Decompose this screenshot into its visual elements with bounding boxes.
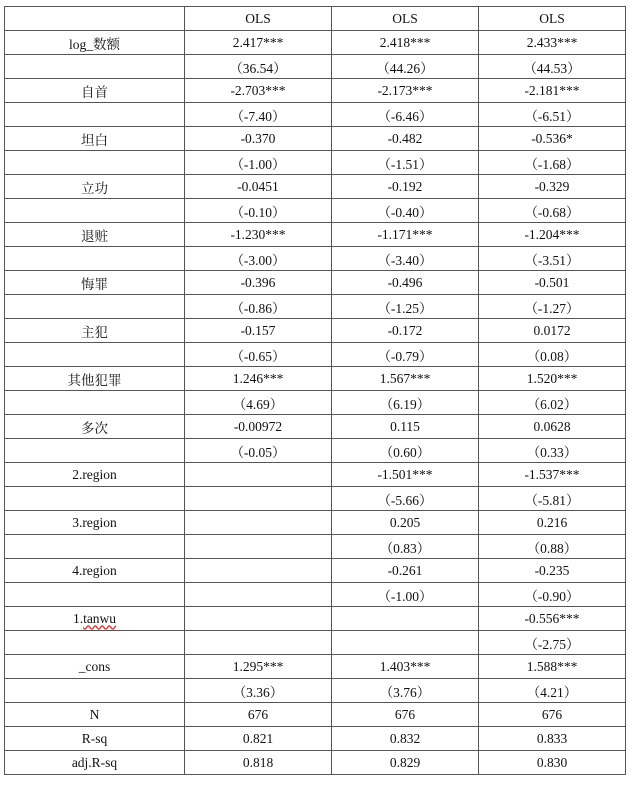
coefficient-cell: 0.0172: [479, 319, 626, 343]
header-cell: OLS: [185, 7, 332, 31]
coefficient-cell: （44.26）: [332, 55, 479, 79]
coefficient-cell: （0.83）: [332, 535, 479, 559]
table-row: [5, 415, 626, 439]
coefficient-cell: 0.205: [332, 511, 479, 535]
regression-table: [4, 6, 626, 775]
coefficient-cell: （-3.00）: [185, 247, 332, 271]
coefficient-cell: -0.192: [332, 175, 479, 199]
variable-name-cell: 退赃: [5, 223, 185, 247]
variable-name-cell: [5, 679, 185, 703]
coefficient-cell: （4.21）: [479, 679, 626, 703]
variable-name-cell: [5, 439, 185, 463]
variable-name-cell: log_数额: [5, 31, 185, 55]
coefficient-cell: [185, 559, 332, 583]
coefficient-cell: （-0.10）: [185, 199, 332, 223]
table-row: [5, 439, 626, 463]
variable-name-cell: 悔罪: [5, 271, 185, 295]
table-body: [5, 31, 626, 775]
coefficient-cell: （0.88）: [479, 535, 626, 559]
table-row: [5, 703, 626, 727]
coefficient-cell: （0.33）: [479, 439, 626, 463]
table-row: [5, 343, 626, 367]
coefficient-cell: -0.536*: [479, 127, 626, 151]
coefficient-cell: 0.216: [479, 511, 626, 535]
coefficient-cell: （-0.65）: [185, 343, 332, 367]
header-row: [5, 7, 626, 31]
coefficient-cell: （-1.00）: [185, 151, 332, 175]
variable-name-cell: 自首: [5, 79, 185, 103]
coefficient-cell: 0.829: [332, 751, 479, 775]
table-row: [5, 247, 626, 271]
variable-name-cell: 4.region: [5, 559, 185, 583]
coefficient-cell: （-1.25）: [332, 295, 479, 319]
coefficient-cell: （-0.86）: [185, 295, 332, 319]
variable-name-cell: [5, 199, 185, 223]
coefficient-cell: -0.172: [332, 319, 479, 343]
coefficient-cell: -0.157: [185, 319, 332, 343]
coefficient-cell: 1.567***: [332, 367, 479, 391]
table-row: [5, 727, 626, 751]
variable-name-cell: [5, 343, 185, 367]
coefficient-cell: （-5.81）: [479, 487, 626, 511]
coefficient-cell: （-2.75）: [479, 631, 626, 655]
coefficient-cell: 676: [479, 703, 626, 727]
variable-name-cell: 3.region: [5, 511, 185, 535]
coefficient-cell: （-6.46）: [332, 103, 479, 127]
variable-name-cell: [5, 487, 185, 511]
coefficient-cell: 1.588***: [479, 655, 626, 679]
variable-name-cell: _cons: [5, 655, 185, 679]
coefficient-cell: -0.235: [479, 559, 626, 583]
table-row: [5, 55, 626, 79]
coefficient-cell: -1.501***: [332, 463, 479, 487]
coefficient-cell: （0.08）: [479, 343, 626, 367]
coefficient-cell: （4.69）: [185, 391, 332, 415]
coefficient-cell: -0.482: [332, 127, 479, 151]
variable-name-cell: R-sq: [5, 727, 185, 751]
table-row: [5, 463, 626, 487]
coefficient-cell: [332, 631, 479, 655]
table-row: [5, 223, 626, 247]
coefficient-cell: [185, 535, 332, 559]
coefficient-cell: 0.818: [185, 751, 332, 775]
variable-name-cell: [5, 583, 185, 607]
table-row: [5, 79, 626, 103]
coefficient-cell: [185, 487, 332, 511]
coefficient-cell: （6.19）: [332, 391, 479, 415]
coefficient-cell: （-0.05）: [185, 439, 332, 463]
table-row: [5, 103, 626, 127]
coefficient-cell: [185, 631, 332, 655]
variable-name-cell: N: [5, 703, 185, 727]
spellcheck-underline: tanwu: [83, 610, 117, 626]
header-cell: OLS: [332, 7, 479, 31]
coefficient-cell: -0.556***: [479, 607, 626, 631]
coefficient-cell: （3.76）: [332, 679, 479, 703]
coefficient-cell: （-1.68）: [479, 151, 626, 175]
variable-name-cell: 坦白: [5, 127, 185, 151]
table-row: [5, 271, 626, 295]
coefficient-cell: （-0.68）: [479, 199, 626, 223]
variable-name-cell: [5, 103, 185, 127]
coefficient-cell: （-3.51）: [479, 247, 626, 271]
variable-name-cell: [5, 535, 185, 559]
variable-name-cell: [5, 55, 185, 79]
coefficient-cell: -2.173***: [332, 79, 479, 103]
table-row: [5, 199, 626, 223]
table-row: [5, 31, 626, 55]
table-row: [5, 631, 626, 655]
coefficient-cell: 0.833: [479, 727, 626, 751]
table-row: [5, 535, 626, 559]
coefficient-cell: -0.329: [479, 175, 626, 199]
coefficient-cell: 1.246***: [185, 367, 332, 391]
coefficient-cell: （-7.40）: [185, 103, 332, 127]
coefficient-cell: 2.417***: [185, 31, 332, 55]
variable-name-cell: 2.region: [5, 463, 185, 487]
coefficient-cell: [332, 607, 479, 631]
coefficient-cell: （-6.51）: [479, 103, 626, 127]
coefficient-cell: 2.418***: [332, 31, 479, 55]
coefficient-cell: （0.60）: [332, 439, 479, 463]
coefficient-cell: 2.433***: [479, 31, 626, 55]
coefficient-cell: 0.830: [479, 751, 626, 775]
coefficient-cell: [185, 583, 332, 607]
table-row: [5, 583, 626, 607]
table-row: [5, 319, 626, 343]
table-row: [5, 511, 626, 535]
variable-name-cell: 多次: [5, 415, 185, 439]
table-row: [5, 295, 626, 319]
table-row: [5, 679, 626, 703]
header-cell: OLS: [479, 7, 626, 31]
coefficient-cell: （-0.40）: [332, 199, 479, 223]
table-row: [5, 487, 626, 511]
variable-name-cell: 1.tanwu: [5, 607, 185, 631]
coefficient-cell: 1.295***: [185, 655, 332, 679]
coefficient-cell: （-0.79）: [332, 343, 479, 367]
coefficient-cell: （36.54）: [185, 55, 332, 79]
coefficient-cell: （44.53）: [479, 55, 626, 79]
variable-name-cell: [5, 295, 185, 319]
coefficient-cell: （6.02）: [479, 391, 626, 415]
coefficient-cell: -0.0451: [185, 175, 332, 199]
coefficient-cell: -0.00972: [185, 415, 332, 439]
table-row: [5, 751, 626, 775]
variable-name-cell: [5, 247, 185, 271]
table-row: [5, 655, 626, 679]
coefficient-cell: 0.832: [332, 727, 479, 751]
coefficient-cell: （-3.40）: [332, 247, 479, 271]
table-row: [5, 175, 626, 199]
coefficient-cell: （-1.00）: [332, 583, 479, 607]
coefficient-cell: -2.181***: [479, 79, 626, 103]
coefficient-cell: -0.261: [332, 559, 479, 583]
variable-name-cell: adj.R-sq: [5, 751, 185, 775]
coefficient-cell: （-0.90）: [479, 583, 626, 607]
table-row: [5, 607, 626, 631]
variable-name-cell: [5, 391, 185, 415]
variable-name-cell: 立功: [5, 175, 185, 199]
coefficient-cell: -2.703***: [185, 79, 332, 103]
coefficient-cell: （-1.27）: [479, 295, 626, 319]
coefficient-cell: -0.496: [332, 271, 479, 295]
table-row: [5, 151, 626, 175]
coefficient-cell: [185, 607, 332, 631]
table-row: [5, 367, 626, 391]
coefficient-cell: 1.403***: [332, 655, 479, 679]
variable-name-cell: 其他犯罪: [5, 367, 185, 391]
coefficient-cell: -1.537***: [479, 463, 626, 487]
coefficient-cell: -1.171***: [332, 223, 479, 247]
coefficient-cell: -0.396: [185, 271, 332, 295]
coefficient-cell: [185, 511, 332, 535]
coefficient-cell: 0.821: [185, 727, 332, 751]
coefficient-cell: -1.204***: [479, 223, 626, 247]
table-row: [5, 127, 626, 151]
coefficient-cell: 676: [185, 703, 332, 727]
header-cell: [5, 7, 185, 31]
variable-name-cell: [5, 151, 185, 175]
coefficient-cell: -1.230***: [185, 223, 332, 247]
coefficient-cell: （3.36）: [185, 679, 332, 703]
coefficient-cell: （-1.51）: [332, 151, 479, 175]
coefficient-cell: [185, 463, 332, 487]
coefficient-cell: 1.520***: [479, 367, 626, 391]
coefficient-cell: 0.0628: [479, 415, 626, 439]
coefficient-cell: -0.370: [185, 127, 332, 151]
coefficient-cell: 0.115: [332, 415, 479, 439]
coefficient-cell: （-5.66）: [332, 487, 479, 511]
table-row: [5, 559, 626, 583]
coefficient-cell: -0.501: [479, 271, 626, 295]
variable-name-cell: 主犯: [5, 319, 185, 343]
table-row: [5, 391, 626, 415]
coefficient-cell: 676: [332, 703, 479, 727]
variable-name-cell: [5, 631, 185, 655]
